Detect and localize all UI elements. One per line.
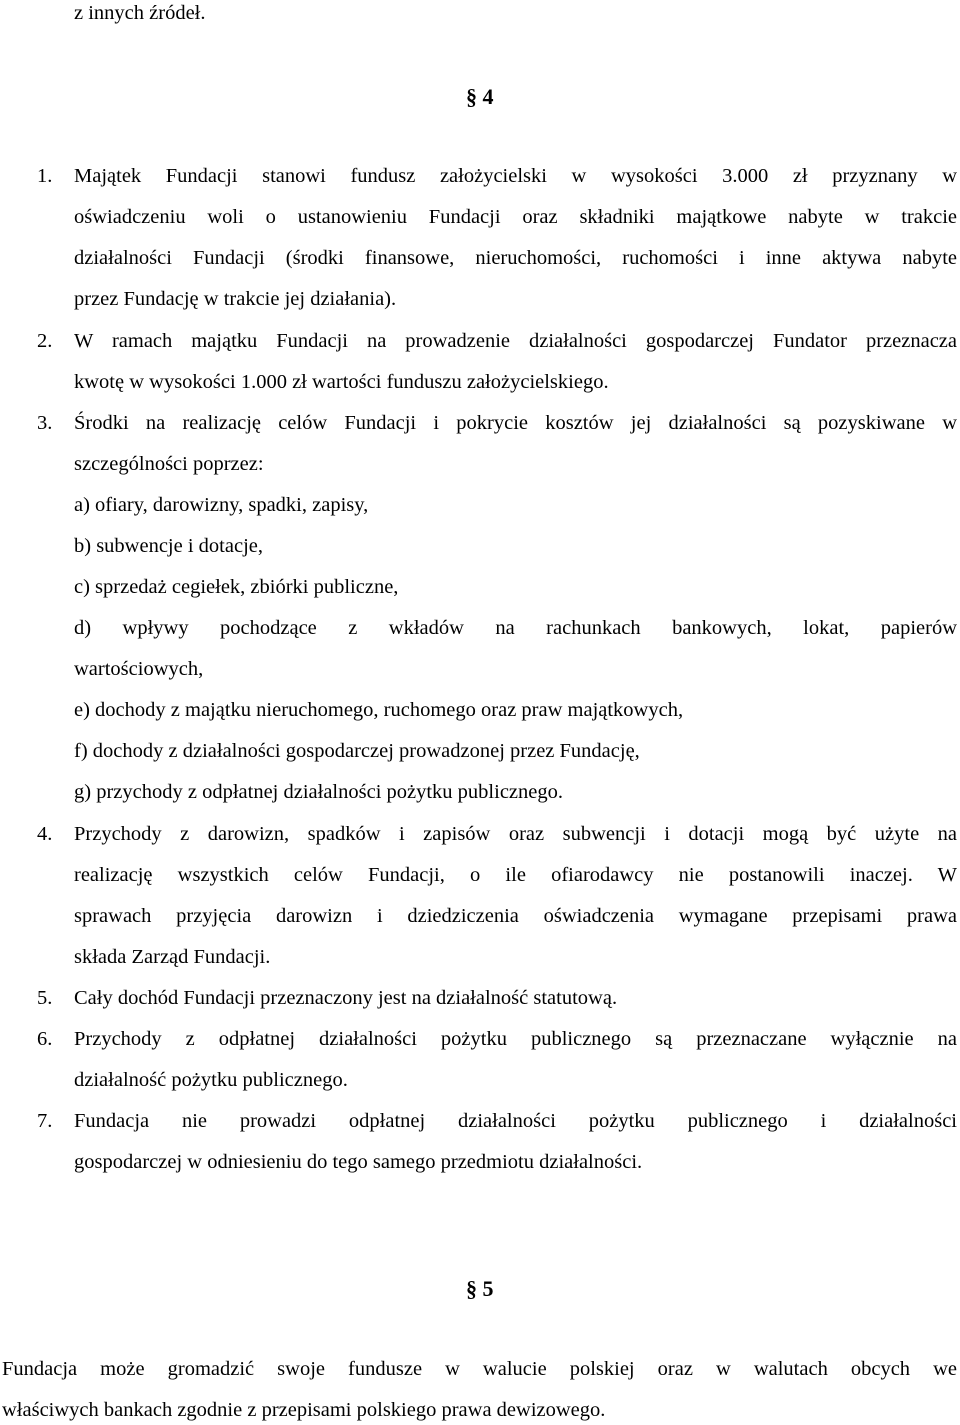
text-line: oświadczeniu woli o ustanowieniu Fundacji oraz składniki majątkowe nabyte w trakcie xyxy=(74,206,957,228)
text-line: Fundacja może gromadzić swoje fundusze w walucie polskiej oraz w walutach obcych we xyxy=(2,1358,957,1380)
list-item: e) dochody z majątku nieruchomego, ruchomego oraz praw majątkowych, xyxy=(74,699,684,721)
text-line: W ramach majątku Fundacji na prowadzenie działalności gospodarczej Fundator przeznacza xyxy=(74,330,957,352)
list-item: f) dochody z działalności gospodarczej prowadzonej przez Fundację, xyxy=(74,740,640,762)
text-line: Przychody z darowizn, spadków i zapisów oraz subwencji i dotacji mogą być użyte na xyxy=(74,823,957,845)
text-line: Przychody z odpłatnej działalności pożytku publicznego są przeznaczane wyłącznie na xyxy=(74,1028,957,1050)
list-item: a) ofiary, darowizny, spadki, zapisy, xyxy=(74,494,369,516)
text-line: realizację wszystkich celów Fundacji, o ile ofiarodawcy nie postanowili inaczej. W xyxy=(74,864,957,886)
section-heading: § 4 xyxy=(466,84,494,109)
text-line: działalność pożytku publicznego. xyxy=(74,1069,348,1091)
text-line: Cały dochód Fundacji przeznaczony jest na działalność statutową. xyxy=(74,987,618,1009)
text-line: sprawach przyjęcia darowizn i dziedziczenia oświadczenia wymagane przepisami prawa xyxy=(74,905,957,927)
item-number: 7. xyxy=(37,1110,53,1132)
text-line: przez Fundację w trakcie jej działania). xyxy=(74,288,397,310)
item-number: 3. xyxy=(37,412,53,434)
text-line: szczególności poprzez: xyxy=(74,453,264,475)
text-line: działalności Fundacji (środki finansowe, nieruchomości, ruchomości i inne aktywa nabyte xyxy=(74,247,957,269)
text-line: właściwych bankach zgodnie z przepisami polskiego prawa dewizowego. xyxy=(2,1399,606,1421)
list-item: d) wpływy pochodzące z wkładów na rachunkach bankowych, lokat, papierów xyxy=(74,617,957,639)
text-line: wartościowych, xyxy=(74,658,204,680)
item-number: 1. xyxy=(37,165,53,187)
item-number: 5. xyxy=(37,987,53,1009)
list-item: b) subwencje i dotacje, xyxy=(74,535,263,557)
text-line: z innych źródeł. xyxy=(74,2,206,24)
text-line: kwotę w wysokości 1.000 zł wartości funduszu założycielskiego. xyxy=(74,371,609,393)
item-number: 2. xyxy=(37,330,53,352)
text-line: Środki na realizację celów Fundacji i pokrycie kosztów jej działalności są pozyskiwane w xyxy=(74,412,957,434)
text-line: Majątek Fundacji stanowi fundusz założycielski w wysokości 3.000 zł przyznany w xyxy=(74,165,957,187)
list-item: c) sprzedaż cegiełek, zbiórki publiczne, xyxy=(74,576,399,598)
item-number: 6. xyxy=(37,1028,53,1050)
list-item: g) przychody z odpłatnej działalności pożytku publicznego. xyxy=(74,781,563,803)
item-number: 4. xyxy=(37,823,53,845)
section-heading: § 5 xyxy=(466,1276,494,1301)
text-line: gospodarczej w odniesieniu do tego samego przedmiotu działalności. xyxy=(74,1151,643,1173)
text-line: składa Zarząd Fundacji. xyxy=(74,946,271,968)
text-line: Fundacja nie prowadzi odpłatnej działalności pożytku publicznego i działalności xyxy=(74,1110,957,1132)
